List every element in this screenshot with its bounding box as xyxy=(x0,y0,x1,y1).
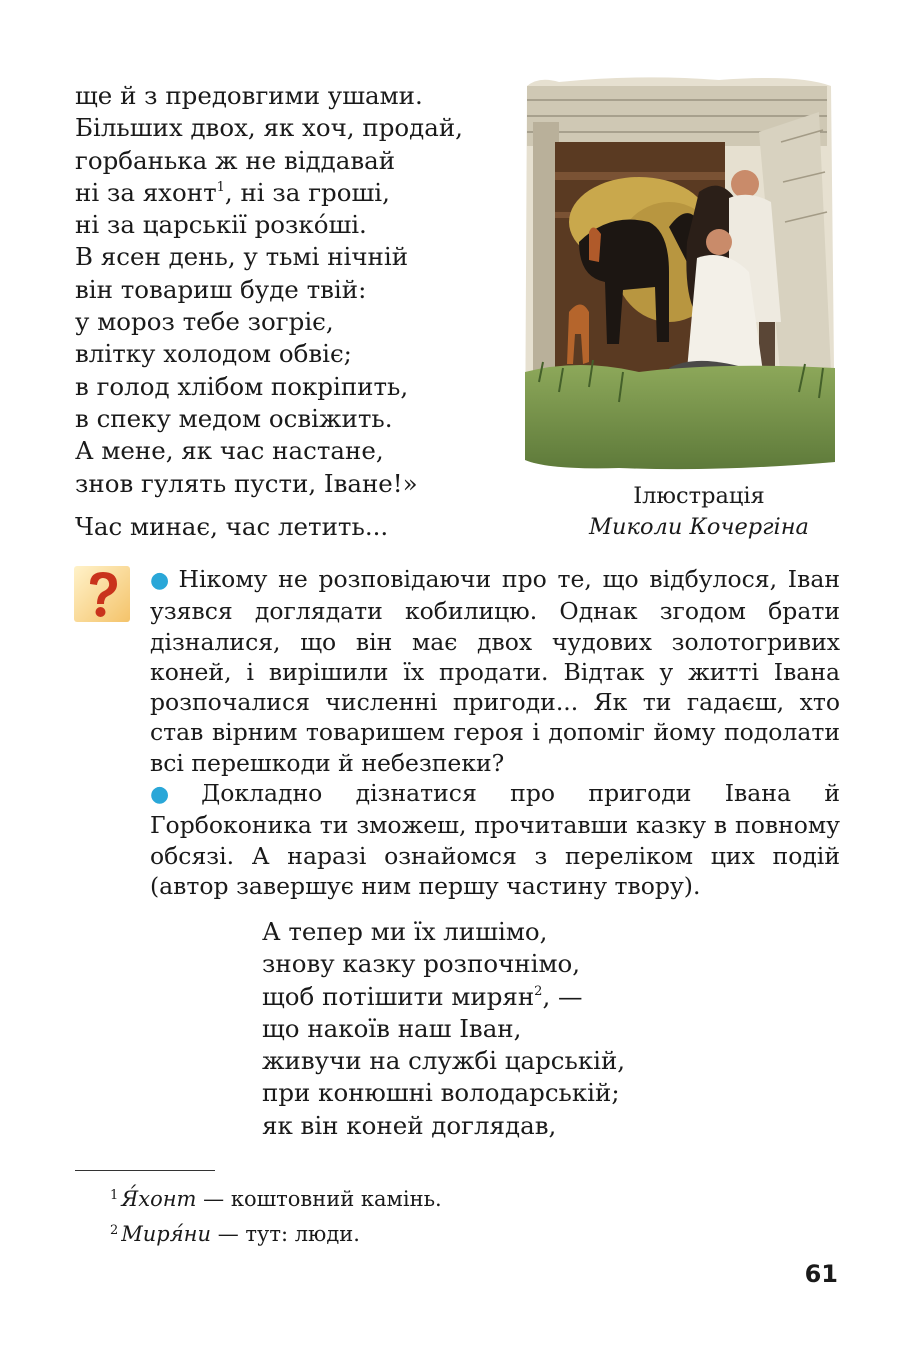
poem-line: влітку холодом обвіє; xyxy=(75,339,352,369)
poem-line: як він коней доглядав, xyxy=(262,1110,557,1140)
poem-line-tail: , — xyxy=(542,981,583,1011)
bullet-icon: ● xyxy=(150,782,196,808)
poem-line: А тепер ми їх лишімо, xyxy=(262,917,548,946)
question-text: Докладно дізнатися про пригоди Івана й Горбоконика ти зможеш, прочитавши казку в повному обсязі. А наразі ознайомся з переліком цих подій (автор завершує ним першу частину твору). xyxy=(150,779,841,900)
footnote-ref: 2 xyxy=(534,983,543,999)
poem-line: горбанька ж не віддавай xyxy=(75,145,396,175)
page-number: 61 xyxy=(804,1260,838,1288)
bullet-icon: ● xyxy=(150,568,173,593)
footnote-text: — коштовний камінь. xyxy=(196,1187,442,1211)
poem-top xyxy=(75,80,463,500)
poem-line: знову казку розпочнімо, xyxy=(262,949,581,979)
poem-line xyxy=(262,981,625,1013)
footnote-number: 1 xyxy=(110,1188,119,1203)
footnote-number: 2 xyxy=(110,1223,119,1238)
poem-line: живучи на службі царській, xyxy=(262,1046,626,1076)
footnote-item xyxy=(110,1215,442,1250)
poem-line: в голод хлібом покріпить, xyxy=(75,371,409,401)
caption-author: Миколи Кочергіна xyxy=(589,514,809,540)
caption-label: Ілюстрація xyxy=(633,483,765,509)
poem-line: Більших двох, як хоч, продай, xyxy=(75,113,463,143)
footnote-text: — тут: люди. xyxy=(211,1222,360,1246)
poem-line: він товариш буде твій: xyxy=(75,274,367,304)
poem-line: що накоїв наш Іван, xyxy=(262,1013,522,1043)
poem-line-text: щоб потішити мирян xyxy=(262,981,535,1011)
poem-line: А мене, як час настане, xyxy=(75,436,384,466)
footnote-divider xyxy=(75,1170,215,1171)
footnote-ref: 1 xyxy=(216,179,225,195)
footnote-term: Миря́ни xyxy=(121,1222,212,1246)
poem-line-text: ні за яхонт xyxy=(75,177,217,207)
narrative-line: Час минає, час летить... xyxy=(75,512,389,541)
footnotes xyxy=(110,1180,442,1250)
poem-bottom xyxy=(262,916,625,1142)
poem-line: знов гулять пусти, Іване!» xyxy=(75,468,418,498)
poem-line: В ясен день, у тьмі нічній xyxy=(75,242,409,272)
poem-line: у мороз тебе зогріє, xyxy=(75,307,334,337)
question-text: Нікому не розповідаючи про те, що відбулося, Іван узявся доглядати кобилицю. Однак згодом брати дізналися, що він має двох чудових золотогривих коней, і вирішили їх продати. Відтак у житті Івана розпочалися численні пригоди... Як ти гадаєш, хто став вірним товаришем героя і допоміг йому подолати всі перешкоди й небезпеки? xyxy=(150,565,840,777)
question-item xyxy=(150,564,840,778)
footnote-term: Я́хонт xyxy=(121,1187,197,1211)
poem-line: при конюшні володарській; xyxy=(262,1078,620,1108)
poem-line: в спеку медом освіжить. xyxy=(75,403,393,433)
poem-line xyxy=(75,177,463,209)
illustration-image xyxy=(519,72,837,474)
illustration-caption xyxy=(540,481,858,543)
footnote-item xyxy=(110,1180,442,1215)
question-mark-icon xyxy=(74,566,130,622)
poem-line: ні за царськії розко́ші. xyxy=(75,210,367,240)
poem-line: ще й з предовгими ушами. xyxy=(75,81,423,110)
poem-line-tail: , ні за гроші, xyxy=(224,177,390,207)
question-item xyxy=(150,778,840,901)
questions-block xyxy=(150,564,840,901)
